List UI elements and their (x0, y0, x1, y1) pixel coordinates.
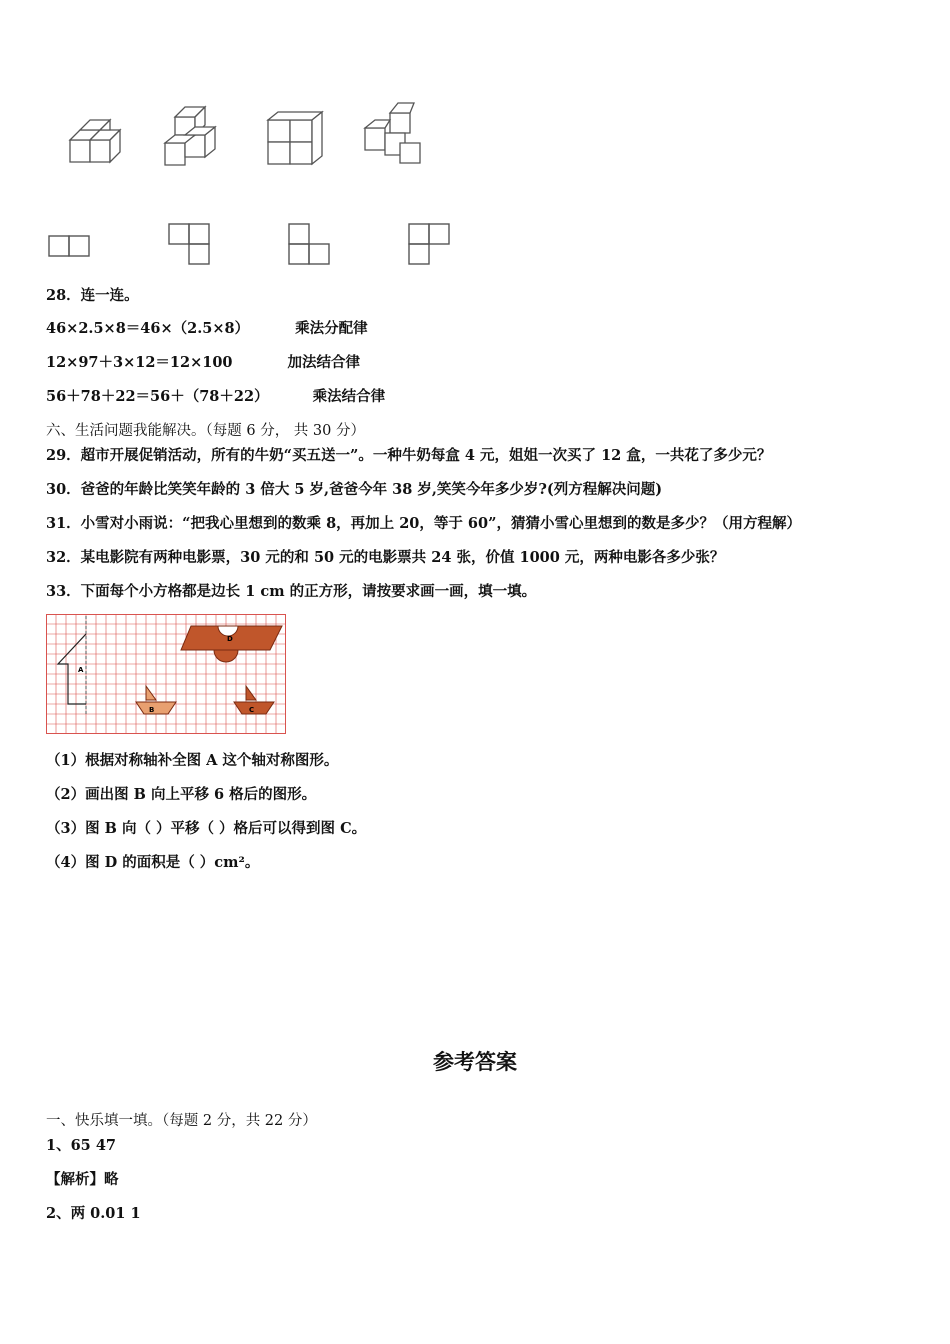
plane-views (45, 220, 465, 275)
cube-figure-1 (70, 120, 120, 162)
q28-expr-1: 46×2.5×8＝46×（2.5×8） (46, 320, 250, 337)
question-29: 29．超市开展促销活动，所有的牛奶“买五送一”。一种牛奶每盒 4 元，姐姐一次买了 12 盒，一共花了多少元？ (46, 447, 772, 464)
q28-expr-3: 56＋78＋22＝56＋（78＋22） (46, 388, 269, 405)
cube-figure-2 (165, 107, 215, 165)
q28-expr-2: 12×97＋3×12＝12×100 (46, 354, 233, 371)
q33-part-4: （4）图 D 的面积是（ ）cm²。 (46, 854, 260, 871)
view-2 (169, 224, 209, 264)
q28-row-1 (46, 319, 368, 339)
q28-law-1: 乘法分配律 (295, 320, 368, 337)
answer-analysis: 【解析】略 (46, 1171, 119, 1188)
q28-law-2: 加法结合律 (287, 354, 361, 371)
q33-part-1: （1）根据对称轴补全图 A 这个轴对称图形。 (46, 752, 339, 769)
q28-title: 28．连一连。 (46, 287, 139, 304)
label-c: C (249, 706, 255, 714)
view-4 (409, 224, 449, 264)
question-32: 32．某电影院有两种电影票，30 元的和 50 元的电影票共 24 张，价值 1000 元，两种电影各多少张？ (46, 549, 725, 566)
cube-figure-4 (365, 103, 420, 163)
cube-figures (60, 95, 440, 175)
label-b: B (149, 706, 155, 714)
q33-grid-figure (46, 614, 286, 734)
q33-part-3: （3）图 B 向（ ）平移（ ）格后可以得到图 C。 (46, 820, 367, 837)
section6-title: 六、生活问题我能解决。（每题 6 分， 共 30 分） (46, 423, 365, 439)
question-30: 30．爸爸的年龄比笑笑年龄的 3 倍大 5 岁,爸爸今年 38 岁,笑笑今年多少岁?(列方程解决问题) (46, 481, 663, 498)
answers-title: 参考答案 (433, 1049, 517, 1074)
label-a: A (78, 666, 84, 674)
q28-row-3 (46, 387, 385, 407)
q33-part-2: （2）画出图 B 向上平移 6 格后的图形。 (46, 786, 317, 803)
q28-law-3: 乘法结合律 (312, 388, 386, 405)
view-1 (49, 236, 89, 256)
cube-figure-3 (268, 112, 322, 164)
label-d: D (227, 635, 233, 643)
q28-row-2 (46, 353, 360, 373)
view-3 (289, 224, 329, 264)
figure-c (234, 686, 274, 714)
question-31: 31．小雪对小雨说：“把我心里想到的数乘 8，再加上 20，等于 60”，猜猜小雪心里想到的数是多少？（用方程解） (46, 515, 801, 532)
answers-section1: 一、快乐填一填。（每题 2 分，共 22 分） (46, 1113, 317, 1129)
answer-1: 1、65 47 (46, 1137, 116, 1154)
answer-2: 2、两 0.01 1 (46, 1205, 141, 1222)
question-33: 33．下面每个小方格都是边长 1 cm 的正方形，请按要求画一画，填一填。 (46, 583, 537, 600)
